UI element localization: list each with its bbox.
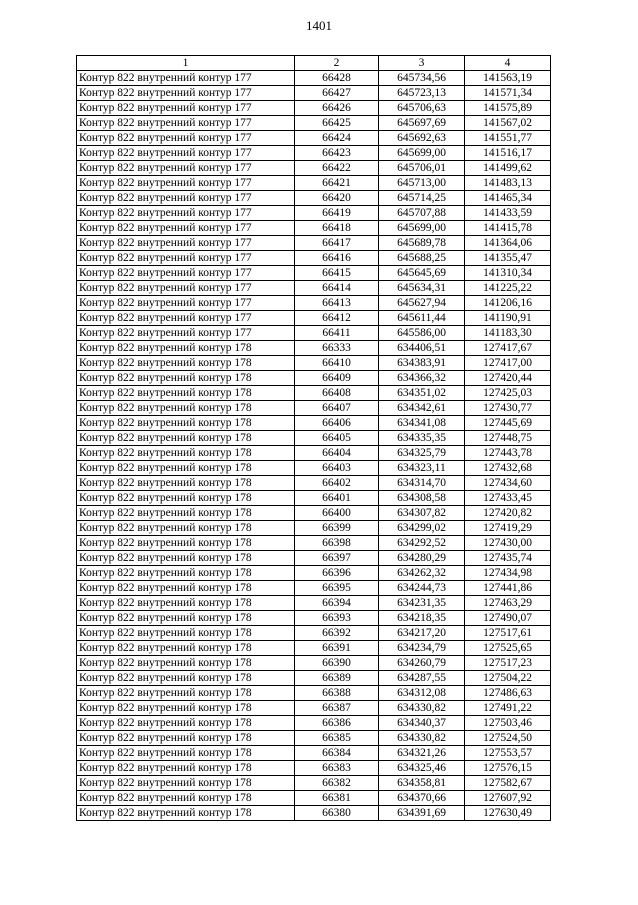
contour-name-cell: Контур 822 внутренний контур 178 — [77, 536, 295, 551]
contour-name-cell: Контур 822 внутренний контур 177 — [77, 191, 295, 206]
table-row — [77, 161, 551, 176]
y-coordinate-cell: 141567,02 — [465, 116, 551, 131]
contour-name-cell: Контур 822 внутренний контур 178 — [77, 551, 295, 566]
point-number-cell: 66418 — [295, 221, 379, 236]
y-coordinate-cell: 127425,03 — [465, 386, 551, 401]
table-row — [77, 716, 551, 731]
table-row — [77, 656, 551, 671]
x-coordinate-cell: 634299,02 — [379, 521, 465, 536]
y-coordinate-cell: 141575,89 — [465, 101, 551, 116]
y-coordinate-cell: 127486,63 — [465, 686, 551, 701]
y-coordinate-cell: 127419,29 — [465, 521, 551, 536]
table-row — [77, 491, 551, 506]
table-row — [77, 386, 551, 401]
y-coordinate-cell: 127435,74 — [465, 551, 551, 566]
point-number-cell: 66396 — [295, 566, 379, 581]
point-number-cell: 66405 — [295, 431, 379, 446]
x-coordinate-cell: 645706,01 — [379, 161, 465, 176]
x-coordinate-cell: 634340,37 — [379, 716, 465, 731]
contour-name-cell: Контур 822 внутренний контур 178 — [77, 476, 295, 491]
table-header — [77, 56, 551, 71]
contour-name-cell: Контур 822 внутренний контур 178 — [77, 401, 295, 416]
y-coordinate-cell: 141516,17 — [465, 146, 551, 161]
contour-name-cell: Контур 822 внутренний контур 178 — [77, 731, 295, 746]
x-coordinate-cell: 634325,46 — [379, 761, 465, 776]
column-header-2: 2 — [295, 56, 379, 71]
point-number-cell: 66427 — [295, 86, 379, 101]
y-coordinate-cell: 127420,82 — [465, 506, 551, 521]
table-row — [77, 116, 551, 131]
point-number-cell: 66382 — [295, 776, 379, 791]
x-coordinate-cell: 634325,79 — [379, 446, 465, 461]
table-row — [77, 281, 551, 296]
point-number-cell: 66394 — [295, 596, 379, 611]
y-coordinate-cell: 141551,77 — [465, 131, 551, 146]
table-row — [77, 731, 551, 746]
y-coordinate-cell: 141364,06 — [465, 236, 551, 251]
x-coordinate-cell: 634314,70 — [379, 476, 465, 491]
point-number-cell: 66390 — [295, 656, 379, 671]
y-coordinate-cell: 127433,45 — [465, 491, 551, 506]
contour-name-cell: Контур 822 внутренний контур 177 — [77, 116, 295, 131]
y-coordinate-cell: 127430,77 — [465, 401, 551, 416]
contour-name-cell: Контур 822 внутренний контур 178 — [77, 386, 295, 401]
contour-name-cell: Контур 822 внутренний контур 178 — [77, 791, 295, 806]
contour-name-cell: Контур 822 внутренний контур 178 — [77, 491, 295, 506]
point-number-cell: 66386 — [295, 716, 379, 731]
y-coordinate-cell: 141499,62 — [465, 161, 551, 176]
contour-name-cell: Контур 822 внутренний контур 178 — [77, 506, 295, 521]
table-row — [77, 611, 551, 626]
point-number-cell: 66413 — [295, 296, 379, 311]
x-coordinate-cell: 645688,25 — [379, 251, 465, 266]
contour-name-cell: Контур 822 внутренний контур 178 — [77, 371, 295, 386]
contour-name-cell: Контур 822 внутренний контур 177 — [77, 311, 295, 326]
y-coordinate-cell: 127420,44 — [465, 371, 551, 386]
y-coordinate-cell: 141433,59 — [465, 206, 551, 221]
x-coordinate-cell: 634217,20 — [379, 626, 465, 641]
y-coordinate-cell: 141206,16 — [465, 296, 551, 311]
table-row — [77, 596, 551, 611]
table-row — [77, 266, 551, 281]
table-row — [77, 641, 551, 656]
table-row — [77, 86, 551, 101]
x-coordinate-cell: 634308,58 — [379, 491, 465, 506]
x-coordinate-cell: 634341,08 — [379, 416, 465, 431]
y-coordinate-cell: 127463,29 — [465, 596, 551, 611]
contour-name-cell: Контур 822 внутренний контур 177 — [77, 221, 295, 236]
table-row — [77, 341, 551, 356]
y-coordinate-cell: 127582,67 — [465, 776, 551, 791]
x-coordinate-cell: 645723,13 — [379, 86, 465, 101]
contour-name-cell: Контур 822 внутренний контур 178 — [77, 686, 295, 701]
y-coordinate-cell: 127491,22 — [465, 701, 551, 716]
contour-name-cell: Контур 822 внутренний контур 178 — [77, 746, 295, 761]
point-number-cell: 66414 — [295, 281, 379, 296]
contour-name-cell: Контур 822 внутренний контур 177 — [77, 296, 295, 311]
y-coordinate-cell: 141183,30 — [465, 326, 551, 341]
point-number-cell: 66416 — [295, 251, 379, 266]
table-row — [77, 521, 551, 536]
y-coordinate-cell: 127448,75 — [465, 431, 551, 446]
y-coordinate-cell: 141465,34 — [465, 191, 551, 206]
point-number-cell: 66403 — [295, 461, 379, 476]
x-coordinate-cell: 645697,69 — [379, 116, 465, 131]
x-coordinate-cell: 645689,78 — [379, 236, 465, 251]
page-number: 1401 — [306, 18, 332, 33]
table-row — [77, 236, 551, 251]
x-coordinate-cell: 634358,81 — [379, 776, 465, 791]
x-coordinate-cell: 645634,31 — [379, 281, 465, 296]
contour-name-cell: Контур 822 внутренний контур 178 — [77, 611, 295, 626]
x-coordinate-cell: 645611,44 — [379, 311, 465, 326]
y-coordinate-cell: 127517,61 — [465, 626, 551, 641]
point-number-cell: 66426 — [295, 101, 379, 116]
point-number-cell: 66411 — [295, 326, 379, 341]
point-number-cell: 66397 — [295, 551, 379, 566]
table-row — [77, 326, 551, 341]
x-coordinate-cell: 634244,73 — [379, 581, 465, 596]
table-row — [77, 671, 551, 686]
x-coordinate-cell: 634351,02 — [379, 386, 465, 401]
y-coordinate-cell: 127517,23 — [465, 656, 551, 671]
y-coordinate-cell: 141355,47 — [465, 251, 551, 266]
y-coordinate-cell: 127443,78 — [465, 446, 551, 461]
table-row — [77, 776, 551, 791]
contour-name-cell: Контур 822 внутренний контур 177 — [77, 281, 295, 296]
point-number-cell: 66422 — [295, 161, 379, 176]
contour-name-cell: Контур 822 внутренний контур 177 — [77, 101, 295, 116]
table-row — [77, 101, 551, 116]
point-number-cell: 66419 — [295, 206, 379, 221]
y-coordinate-cell: 127417,67 — [465, 341, 551, 356]
table-row — [77, 416, 551, 431]
point-number-cell: 66387 — [295, 701, 379, 716]
contour-name-cell: Контур 822 внутренний контур 178 — [77, 461, 295, 476]
contour-name-cell: Контур 822 внутренний контур 177 — [77, 326, 295, 341]
table-row — [77, 221, 551, 236]
table-row — [77, 311, 551, 326]
table-row — [77, 446, 551, 461]
contour-name-cell: Контур 822 внутренний контур 178 — [77, 416, 295, 431]
contour-name-cell: Контур 822 внутренний контур 178 — [77, 356, 295, 371]
table-row — [77, 506, 551, 521]
contour-name-cell: Контур 822 внутренний контур 178 — [77, 341, 295, 356]
point-number-cell: 66417 — [295, 236, 379, 251]
x-coordinate-cell: 634342,61 — [379, 401, 465, 416]
y-coordinate-cell: 127432,68 — [465, 461, 551, 476]
table-row — [77, 566, 551, 581]
contour-name-cell: Контур 822 внутренний контур 178 — [77, 431, 295, 446]
contour-name-cell: Контур 822 внутренний контур 178 — [77, 446, 295, 461]
x-coordinate-cell: 634330,82 — [379, 731, 465, 746]
x-coordinate-cell: 634335,35 — [379, 431, 465, 446]
table-row — [77, 791, 551, 806]
column-header-3: 3 — [379, 56, 465, 71]
contour-name-cell: Контур 822 внутренний контур 177 — [77, 206, 295, 221]
table-body — [77, 71, 551, 821]
table-row — [77, 806, 551, 821]
y-coordinate-cell: 127630,49 — [465, 806, 551, 821]
table-row — [77, 296, 551, 311]
table-row — [77, 626, 551, 641]
contour-name-cell: Контур 822 внутренний контур 178 — [77, 581, 295, 596]
contour-name-cell: Контур 822 внутренний контур 178 — [77, 521, 295, 536]
point-number-cell: 66409 — [295, 371, 379, 386]
table-row — [77, 746, 551, 761]
y-coordinate-cell: 127490,07 — [465, 611, 551, 626]
contour-name-cell: Контур 822 внутренний контур 177 — [77, 266, 295, 281]
contour-name-cell: Контур 822 внутренний контур 177 — [77, 146, 295, 161]
column-header-1: 1 — [77, 56, 295, 71]
coordinates-table — [76, 55, 551, 821]
point-number-cell: 66410 — [295, 356, 379, 371]
table-row — [77, 476, 551, 491]
x-coordinate-cell: 634218,35 — [379, 611, 465, 626]
x-coordinate-cell: 634307,82 — [379, 506, 465, 521]
table-row — [77, 461, 551, 476]
y-coordinate-cell: 127503,46 — [465, 716, 551, 731]
point-number-cell: 66399 — [295, 521, 379, 536]
point-number-cell: 66395 — [295, 581, 379, 596]
point-number-cell: 66423 — [295, 146, 379, 161]
contour-name-cell: Контур 822 внутренний контур 178 — [77, 626, 295, 641]
contour-name-cell: Контур 822 внутренний контур 178 — [77, 656, 295, 671]
table-row — [77, 581, 551, 596]
point-number-cell: 66383 — [295, 761, 379, 776]
contour-name-cell: Контур 822 внутренний контур 177 — [77, 161, 295, 176]
x-coordinate-cell: 634406,51 — [379, 341, 465, 356]
x-coordinate-cell: 634370,66 — [379, 791, 465, 806]
point-number-cell: 66384 — [295, 746, 379, 761]
table-row — [77, 701, 551, 716]
y-coordinate-cell: 127417,00 — [465, 356, 551, 371]
table-row — [77, 146, 551, 161]
y-coordinate-cell: 127607,92 — [465, 791, 551, 806]
point-number-cell: 66391 — [295, 641, 379, 656]
y-coordinate-cell: 141483,13 — [465, 176, 551, 191]
contour-name-cell: Контур 822 внутренний контур 177 — [77, 86, 295, 101]
x-coordinate-cell: 634231,35 — [379, 596, 465, 611]
y-coordinate-cell: 141415,78 — [465, 221, 551, 236]
table-row — [77, 431, 551, 446]
x-coordinate-cell: 634330,82 — [379, 701, 465, 716]
x-coordinate-cell: 634366,32 — [379, 371, 465, 386]
point-number-cell: 66408 — [295, 386, 379, 401]
contour-name-cell: Контур 822 внутренний контур 178 — [77, 806, 295, 821]
point-number-cell: 66424 — [295, 131, 379, 146]
y-coordinate-cell: 127525,65 — [465, 641, 551, 656]
y-coordinate-cell: 127441,86 — [465, 581, 551, 596]
x-coordinate-cell: 634260,79 — [379, 656, 465, 671]
point-number-cell: 66398 — [295, 536, 379, 551]
contour-name-cell: Контур 822 внутренний контур 178 — [77, 761, 295, 776]
contour-name-cell: Контур 822 внутренний контур 178 — [77, 566, 295, 581]
table-row — [77, 551, 551, 566]
point-number-cell: 66385 — [295, 731, 379, 746]
table-row — [77, 206, 551, 221]
x-coordinate-cell: 645627,94 — [379, 296, 465, 311]
point-number-cell: 66406 — [295, 416, 379, 431]
table-row — [77, 176, 551, 191]
y-coordinate-cell: 141225,22 — [465, 281, 551, 296]
x-coordinate-cell: 634321,26 — [379, 746, 465, 761]
point-number-cell: 66404 — [295, 446, 379, 461]
table-row — [77, 356, 551, 371]
point-number-cell: 66389 — [295, 671, 379, 686]
contour-name-cell: Контур 822 внутренний контур 177 — [77, 71, 295, 86]
table-row — [77, 371, 551, 386]
point-number-cell: 66381 — [295, 791, 379, 806]
contour-name-cell: Контур 822 внутренний контур 177 — [77, 131, 295, 146]
x-coordinate-cell: 634312,08 — [379, 686, 465, 701]
y-coordinate-cell: 127504,22 — [465, 671, 551, 686]
point-number-cell: 66400 — [295, 506, 379, 521]
x-coordinate-cell: 634383,91 — [379, 356, 465, 371]
point-number-cell: 66420 — [295, 191, 379, 206]
y-coordinate-cell: 127430,00 — [465, 536, 551, 551]
y-coordinate-cell: 141310,34 — [465, 266, 551, 281]
point-number-cell: 66407 — [295, 401, 379, 416]
table-row — [77, 131, 551, 146]
x-coordinate-cell: 645707,88 — [379, 206, 465, 221]
y-coordinate-cell: 127434,98 — [465, 566, 551, 581]
x-coordinate-cell: 634391,69 — [379, 806, 465, 821]
point-number-cell: 66401 — [295, 491, 379, 506]
point-number-cell: 66380 — [295, 806, 379, 821]
contour-name-cell: Контур 822 внутренний контур 178 — [77, 671, 295, 686]
point-number-cell: 66412 — [295, 311, 379, 326]
x-coordinate-cell: 634323,11 — [379, 461, 465, 476]
x-coordinate-cell: 645734,56 — [379, 71, 465, 86]
x-coordinate-cell: 634280,29 — [379, 551, 465, 566]
x-coordinate-cell: 645713,00 — [379, 176, 465, 191]
x-coordinate-cell: 634234,79 — [379, 641, 465, 656]
contour-name-cell: Контур 822 внутренний контур 178 — [77, 776, 295, 791]
x-coordinate-cell: 645714,25 — [379, 191, 465, 206]
y-coordinate-cell: 141563,19 — [465, 71, 551, 86]
point-number-cell: 66415 — [295, 266, 379, 281]
point-number-cell: 66421 — [295, 176, 379, 191]
x-coordinate-cell: 634292,52 — [379, 536, 465, 551]
contour-name-cell: Контур 822 внутренний контур 178 — [77, 716, 295, 731]
x-coordinate-cell: 645645,69 — [379, 266, 465, 281]
contour-name-cell: Контур 822 внутренний контур 178 — [77, 701, 295, 716]
point-number-cell: 66393 — [295, 611, 379, 626]
point-number-cell: 66392 — [295, 626, 379, 641]
x-coordinate-cell: 634287,55 — [379, 671, 465, 686]
point-number-cell: 66428 — [295, 71, 379, 86]
y-coordinate-cell: 127524,50 — [465, 731, 551, 746]
x-coordinate-cell: 645706,63 — [379, 101, 465, 116]
table-row — [77, 761, 551, 776]
y-coordinate-cell: 127445,69 — [465, 416, 551, 431]
column-header-4: 4 — [465, 56, 551, 71]
header-row — [77, 56, 551, 71]
contour-name-cell: Контур 822 внутренний контур 177 — [77, 251, 295, 266]
point-number-cell: 66402 — [295, 476, 379, 491]
table-row — [77, 251, 551, 266]
table-row — [77, 191, 551, 206]
y-coordinate-cell: 141571,34 — [465, 86, 551, 101]
x-coordinate-cell: 645692,63 — [379, 131, 465, 146]
table-row — [77, 536, 551, 551]
contour-name-cell: Контур 822 внутренний контур 177 — [77, 236, 295, 251]
table-row — [77, 686, 551, 701]
table-row — [77, 71, 551, 86]
y-coordinate-cell: 127576,15 — [465, 761, 551, 776]
y-coordinate-cell: 127434,60 — [465, 476, 551, 491]
x-coordinate-cell: 645699,00 — [379, 146, 465, 161]
contour-name-cell: Контур 822 внутренний контур 178 — [77, 596, 295, 611]
x-coordinate-cell: 634262,32 — [379, 566, 465, 581]
x-coordinate-cell: 645699,00 — [379, 221, 465, 236]
contour-name-cell: Контур 822 внутренний контур 177 — [77, 176, 295, 191]
y-coordinate-cell: 127553,57 — [465, 746, 551, 761]
point-number-cell: 66388 — [295, 686, 379, 701]
x-coordinate-cell: 645586,00 — [379, 326, 465, 341]
y-coordinate-cell: 141190,91 — [465, 311, 551, 326]
point-number-cell: 66333 — [295, 341, 379, 356]
contour-name-cell: Контур 822 внутренний контур 178 — [77, 641, 295, 656]
point-number-cell: 66425 — [295, 116, 379, 131]
table-row — [77, 401, 551, 416]
